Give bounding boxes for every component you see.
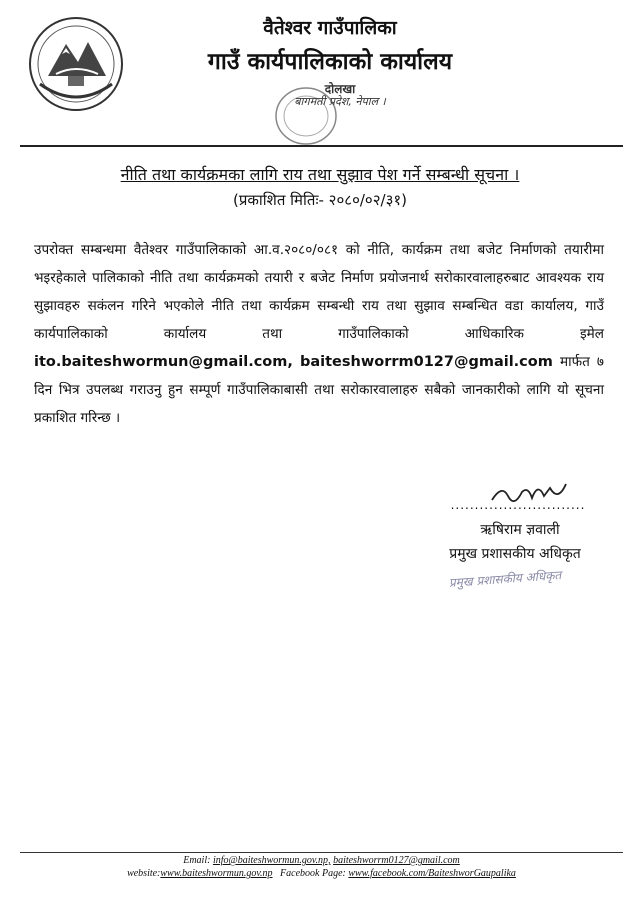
body-paragraph-part1: उपरोक्त सम्बन्धमा वैतेश्वर गाउँपालिकाको आ.व.२०८०/०८१ को नीति, कार्यक्रम तथा बजेट निर्माणको तयारीमा भइरहेकाले पालिकाको नीति तथा कार्यक्रमको तयारी र बजेट निर्माण प्रयोजनार्थ सरोकारवालाहरुबाट आवश्यक राय सुझावहरु सकंलन गरिने भएकोले नीति तथा कार्यक्रम सम्बन्धी राय तथा सुझाव सम्बन्धित वडा कार्यालय, गाउँ कार्यपालिकाको कार्यालय तथा गाउँपालिकाको आधिकारिक इमेल xyxy=(34,242,604,342)
footer-web-line xyxy=(20,868,623,879)
footer-email-link-secondary[interactable]: baiteshworrm0127@gmail.com xyxy=(333,855,460,866)
office-name: गाउँ कार्यपालिकाको कार्यालय xyxy=(207,49,453,75)
published-date: (प्रकाशित मितिः- २०८०/०२/३१) xyxy=(232,191,408,209)
notice-title: नीति तथा कार्यक्रमका लागि राय तथा सुझाव पेश गर्ने सम्बन्धी सूचना । xyxy=(120,165,520,184)
signatory-name: ऋषिराम ज्ञवाली xyxy=(480,522,560,538)
official-email-1: ito.baiteshwormun@gmail.com, xyxy=(34,354,293,370)
footer-divider xyxy=(20,852,623,853)
signature-line: ............................ xyxy=(450,498,586,512)
district-name: दोलखा xyxy=(324,82,356,96)
footer-email-line xyxy=(20,855,623,866)
official-email-2: baiteshworrm0127@gmail.com xyxy=(299,354,553,370)
footer-website-link[interactable]: www.baiteshwormun.gov.np xyxy=(160,868,273,879)
province-name: बागमती प्रदेश, नेपाल । xyxy=(294,95,386,108)
footer-website-label: website: xyxy=(127,868,161,879)
footer-facebook-label: Facebook Page: xyxy=(280,868,346,879)
designation-stamp: प्रमुख प्रशासकीय अधिकृत xyxy=(448,568,562,590)
municipality-name: वैतेश्वर गाउँपालिका xyxy=(263,17,397,39)
footer-email-label: Email: xyxy=(183,855,211,866)
footer-facebook-link[interactable]: www.facebook.com/BaiteshworGaupalika xyxy=(348,868,516,879)
footer-email-link-primary[interactable]: info@baiteshwormun.gov.np, xyxy=(212,855,331,866)
nepal-emblem-icon xyxy=(26,14,126,114)
notice-body xyxy=(34,236,604,432)
header-divider xyxy=(20,145,623,147)
signatory-title: प्रमुख प्रशासकीय अधिकृत xyxy=(449,546,581,562)
body-paragraph-part2: मार्फत ७ दिन भित्र उपलब्ध गराउनु हुन सम्पूर्ण गाउँपालिकाबासी तथा सरोकारवालाहरु सबैको जानकारीको लागि यो सूचना प्रकाशित गरिन्छ । xyxy=(34,354,604,426)
